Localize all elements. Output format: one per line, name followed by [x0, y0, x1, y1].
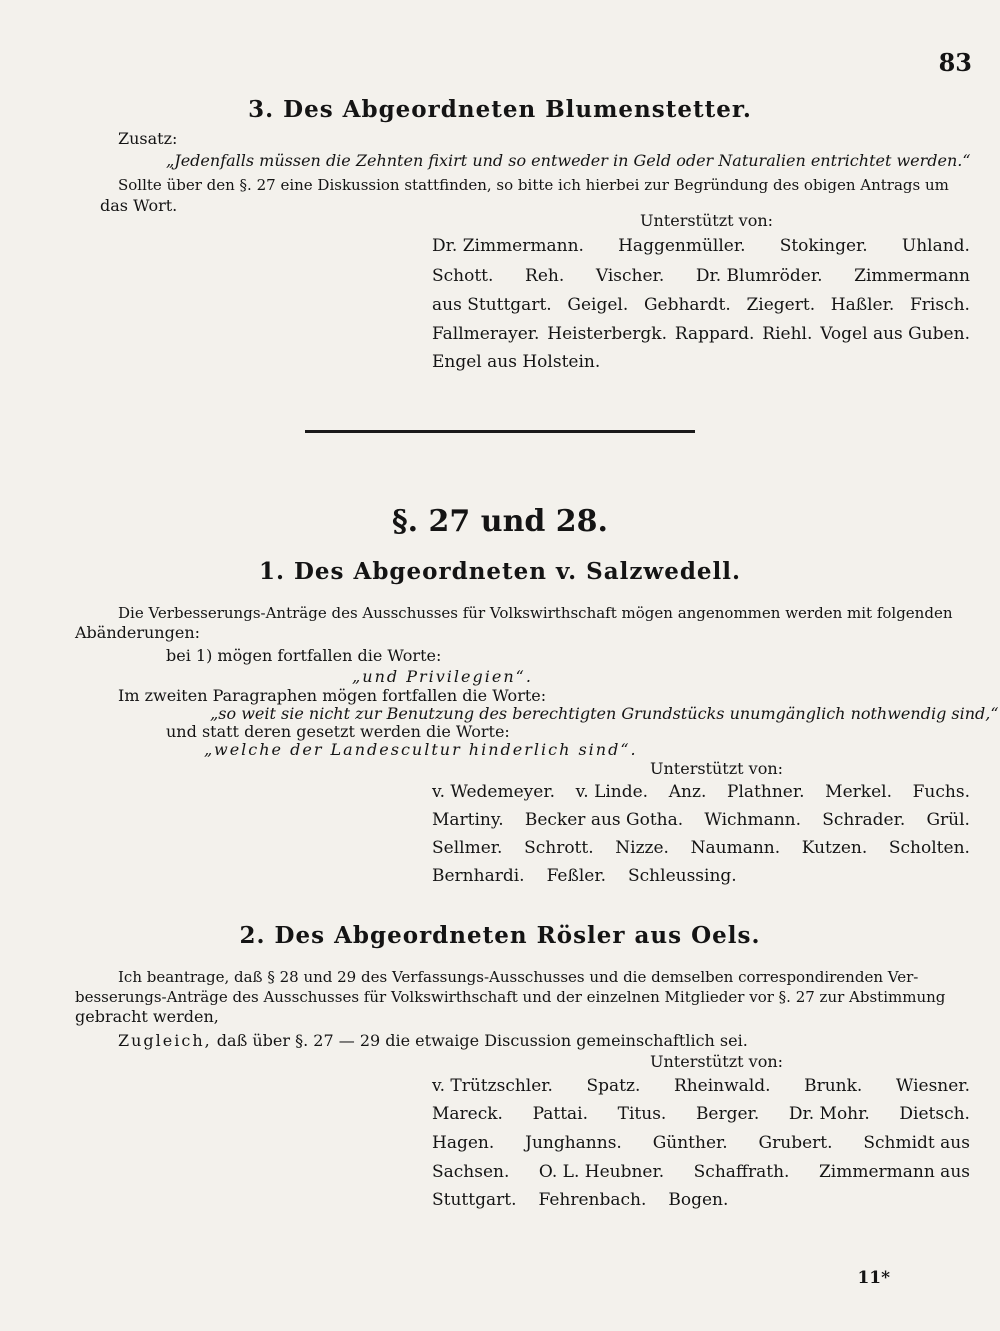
signatory: Fuchs. — [912, 782, 970, 802]
section-1-line2: Abänderungen: — [75, 623, 201, 642]
signatory: Dr. Blumröder. — [695, 266, 823, 286]
section-3-label: Zusatz: — [118, 129, 178, 148]
section-1-quote2: „so weit sie nicht zur Benutzung des berechtigten Grundstücks unumgänglich nothwendig sind,“ — [210, 704, 999, 723]
signatory: Frisch. — [909, 295, 970, 315]
signatory: Rheinwald. — [673, 1076, 771, 1096]
signatory: Junghanns. — [525, 1133, 622, 1153]
signatory: Anz. — [668, 782, 707, 802]
section-2-signatory-row — [432, 1162, 970, 1182]
signatory: Grül. — [926, 810, 970, 830]
signatory: Plathner. — [727, 782, 805, 802]
signatory: Feßler. — [546, 866, 607, 886]
signatory: Dr. Mohr. — [788, 1104, 870, 1124]
signatory: Uhland. — [901, 236, 970, 256]
signatory: Vischer. — [595, 266, 665, 286]
signatory: v. Trützschler. — [432, 1076, 553, 1096]
signatory: Pattai. — [532, 1104, 589, 1124]
signatory: Schrader. — [822, 810, 906, 830]
signatory: Günther. — [652, 1133, 728, 1153]
signatory: Sachsen. — [432, 1162, 510, 1182]
section-3-signatory-row — [432, 236, 970, 256]
signatory: Engel aus Holstein. — [432, 352, 601, 372]
signatory: Haggenmüller. — [618, 236, 746, 256]
signatory: Fehrenbach. — [538, 1190, 647, 1210]
page-number: 83 — [938, 48, 972, 77]
section-3-title: 3. Des Abgeordneten Blumenstetter. — [248, 96, 752, 123]
signatory: Dietsch. — [899, 1104, 970, 1124]
signatory: Fallmerayer. — [432, 324, 540, 344]
signatory: Stuttgart. — [432, 1190, 517, 1210]
signatory: v. Linde. — [575, 782, 649, 802]
signatory: Brunk. — [804, 1076, 863, 1096]
section-2-line4-spaced: Zugleich, — [118, 1031, 212, 1050]
signatory: Mareck. — [432, 1104, 503, 1124]
signatory: Naumann. — [690, 838, 781, 858]
signatory: Becker aus Gotha. — [524, 810, 684, 830]
signatory: Rappard. — [674, 324, 755, 344]
section-1-line4: Im zweiten Paragraphen mögen fortfallen die Worte: — [118, 686, 547, 705]
section-2-signatory-row — [432, 1133, 970, 1153]
signatory: Nizze. — [615, 838, 669, 858]
section-1-signatory-row — [432, 810, 970, 830]
signatory: O. L. Heubner. — [538, 1162, 665, 1182]
signatory: Ziegert. — [746, 295, 816, 315]
section-2-supported-label: Unterstützt von: — [650, 1052, 784, 1071]
signatory: Zimmermann — [854, 266, 970, 286]
signatory: Grubert. — [758, 1133, 833, 1153]
signatory: Heisterbergk. — [547, 324, 667, 344]
section-1-signatory-row — [432, 838, 970, 858]
signatory: Bogen. — [668, 1190, 729, 1210]
signatory: Hagen. — [432, 1133, 495, 1153]
section-2-signatory-row — [432, 1190, 970, 1210]
section-2-line4 — [118, 1030, 748, 1052]
section-2-line4-rest: daß über §. 27 — 29 die etwaige Discussion gemeinschaftlich sei. — [211, 1031, 748, 1050]
signatory: Bernhardi. — [432, 866, 525, 886]
signatory: Riehl. — [762, 324, 813, 344]
section-1-signatory-row — [432, 782, 970, 802]
signatory: Berger. — [695, 1104, 760, 1124]
section-1-supported-label: Unterstützt von: — [650, 759, 784, 778]
signatory: Schaffrath. — [693, 1162, 790, 1182]
section-1-quote1: „und Privilegien“. — [352, 667, 533, 686]
section-1-title: 1. Des Abgeordneten v. Salzwedell. — [258, 558, 742, 585]
section-2-line1: Ich beantrage, daß § 28 und 29 des Verfassungs-Ausschusses und die demselben correspondirenden Ver- — [118, 968, 919, 986]
signatory: Stokinger. — [779, 236, 868, 256]
section-divider-rule — [305, 430, 695, 433]
signatory: Gebhardt. — [643, 295, 731, 315]
signatory: Schmidt aus — [863, 1133, 970, 1153]
signatory: Dr. Zimmermann. — [432, 236, 584, 256]
section-3-signatory-row — [432, 324, 970, 344]
signatory: Spatz. — [586, 1076, 641, 1096]
signatory: Schleussing. — [628, 866, 737, 886]
signatory: Reh. — [525, 266, 565, 286]
section-3-signatory-row — [432, 266, 970, 286]
signatory: aus Stuttgart. — [432, 295, 552, 315]
signatory: Titus. — [617, 1104, 667, 1124]
signature-mark: 11* — [857, 1268, 890, 1288]
signatory: Haßler. — [830, 295, 895, 315]
signatory: Martiny. — [432, 810, 504, 830]
section-2-signatory-row — [432, 1076, 970, 1096]
section-1-quote3: „welche der Landescultur hinderlich sind“. — [204, 740, 638, 759]
signatory: Wiesner. — [895, 1076, 970, 1096]
section-1-line5: und statt deren gesetzt werden die Worte: — [166, 722, 510, 741]
section-3-supported-label: Unterstützt von: — [640, 211, 774, 230]
section-2-line3: gebracht werden, — [75, 1007, 219, 1026]
signatory: Vogel aus Guben. — [820, 324, 970, 344]
section-1-line3: bei 1) mögen fortfallen die Worte: — [166, 646, 442, 665]
section-3-text-line1: Sollte über den §. 27 eine Diskussion stattfinden, so bitte ich hierbei zur Begründung des obigen Antrags um — [118, 176, 949, 194]
section-2-line2: besserungs-Anträge des Ausschusses für Volkswirthschaft und der einzelnen Mitglieder vor §. 27 zur Abstimmung — [75, 988, 946, 1006]
signatory: Wichmann. — [704, 810, 802, 830]
signatory: Zimmermann aus — [818, 1162, 970, 1182]
section-1-signatory-row — [432, 866, 970, 886]
signatory: Geigel. — [567, 295, 629, 315]
signatory: Schott. — [432, 266, 494, 286]
section-2-signatory-row — [432, 1104, 970, 1124]
signatory: Merkel. — [825, 782, 892, 802]
signatory: Sellmer. — [432, 838, 503, 858]
section-1-line1: Die Verbesserungs-Anträge des Ausschusses für Volkswirthschaft mögen angenommen werden mit folgenden — [118, 604, 953, 622]
section-3-text-line2: das Wort. — [100, 196, 178, 215]
signatory: v. Wedemeyer. — [432, 782, 555, 802]
signatory: Schrott. — [524, 838, 594, 858]
section-2-title: 2. Des Abgeordneten Rösler aus Oels. — [239, 922, 761, 949]
signatory: Kutzen. — [801, 838, 868, 858]
section-3-quote: „Jedenfalls müssen die Zehnten fixirt und so entweder in Geld oder Naturalien entrichtet werden.“ — [166, 151, 971, 170]
main-heading: §. 27 und 28. — [391, 504, 608, 539]
section-3-signatory-row — [432, 352, 970, 372]
section-3-signatory-row — [432, 295, 970, 315]
signatory: Scholten. — [888, 838, 970, 858]
